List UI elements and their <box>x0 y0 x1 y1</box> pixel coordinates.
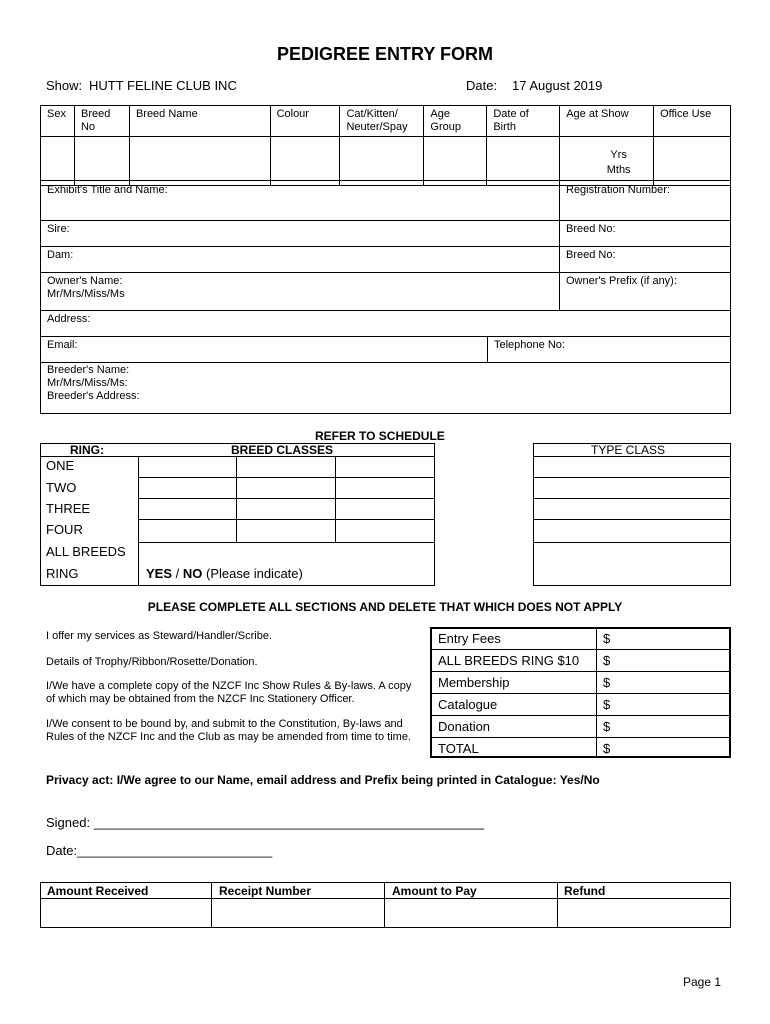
registration-number-label: Registration Number: <box>566 184 670 196</box>
date-label: Date: <box>466 78 498 93</box>
cell-sex[interactable] <box>41 137 75 186</box>
ring-table <box>40 443 435 586</box>
ring-one: ONE <box>46 458 75 473</box>
header-colour: Colour <box>270 106 340 137</box>
fee-label-entry: Entry Fees <box>438 631 501 646</box>
mths-label: Mths <box>606 164 631 176</box>
fee-label-all-breeds: ALL BREEDS RING $10 <box>438 653 580 668</box>
header-date-of-birth: Date of Birth <box>487 106 560 137</box>
signed-line[interactable]: Signed: ______________________________________________________ <box>46 815 485 830</box>
ring-header: RING: <box>70 443 104 457</box>
header-refund: Refund <box>564 884 606 898</box>
header-breed-no: Breed No <box>74 106 129 137</box>
ring-four: FOUR <box>46 522 83 537</box>
header-amount-to-pay: Amount to Pay <box>392 884 477 898</box>
sire-breed-no-label: Breed No: <box>566 223 616 235</box>
dam-breed-no-label: Breed No: <box>566 249 616 261</box>
fee-label-total: TOTAL <box>438 741 479 756</box>
rules-statement: I/We have a complete copy of the NZCF Inc Show Rules & By-laws. A copy of which may be obtained from the NZCF Inc Stationery Officer. <box>46 680 412 705</box>
date-line[interactable]: Date:___________________________ <box>46 843 273 858</box>
consent-statement: I/We consent to be bound by, and submit to the Constitution, By-laws and Rules of the NZCF Inc and the Club as may be amended from time to time. <box>46 718 411 743</box>
fee-amount-total[interactable]: $ <box>603 741 611 756</box>
date-value: 17 August 2019 <box>512 78 603 93</box>
exhibit-title-label: Exhibit's Title and Name: <box>47 184 168 196</box>
header-breed-name: Breed Name <box>129 106 270 137</box>
details-block <box>40 180 731 414</box>
cell-age-at-show[interactable] <box>560 137 654 186</box>
fee-amount-catalogue[interactable]: $ <box>603 697 611 712</box>
no-option[interactable]: NO <box>182 566 203 581</box>
sire-label: Sire: <box>47 223 70 235</box>
yrs-label: Yrs <box>610 149 627 161</box>
header-age-group: Age Group <box>424 106 487 137</box>
yes-no-indicate[interactable] <box>146 566 303 581</box>
fee-amount-entry[interactable]: $ <box>603 631 611 646</box>
owners-prefix-label: Owner's Prefix (if any): <box>566 275 677 287</box>
ring-two: TWO <box>46 480 77 495</box>
address-label: Address: <box>47 313 91 325</box>
fee-amount-all-breeds[interactable]: $ <box>603 653 611 668</box>
fee-label-membership: Membership <box>438 675 510 690</box>
owners-title-label: Mr/Mrs/Miss/Ms <box>47 288 125 300</box>
type-class-header: TYPE CLASS <box>591 443 666 457</box>
cell-age-group[interactable] <box>424 137 487 186</box>
page-number: Page 1 <box>683 975 722 989</box>
complete-notice: PLEASE COMPLETE ALL SECTIONS AND DELETE THAT WHICH DOES NOT APPLY <box>147 600 623 614</box>
cell-cat-kitten[interactable] <box>340 137 424 186</box>
fee-amount-membership[interactable]: $ <box>603 675 611 690</box>
cell-date-of-birth[interactable] <box>487 137 560 186</box>
owners-name-label: Owner's Name: <box>47 275 123 287</box>
fee-amount-donation[interactable]: $ <box>603 719 611 734</box>
please-indicate: (Please indicate) <box>206 566 303 581</box>
ring-all-breeds: ALL BREEDS <box>46 544 126 559</box>
privacy-act: Privacy act: I/We agree to our Name, email address and Prefix being printed in Catalogue: Yes/No <box>46 773 600 787</box>
entry-table <box>40 105 731 186</box>
cell-colour[interactable] <box>270 137 340 186</box>
show-value: HUTT FELINE CLUB INC <box>89 78 237 93</box>
header-receipt-number: Receipt Number <box>219 884 312 898</box>
steward-statement: I offer my services as Steward/Handler/Scribe. <box>46 630 272 642</box>
fee-label-catalogue: Catalogue <box>438 697 498 712</box>
cell-breed-no[interactable] <box>74 137 129 186</box>
type-class-table <box>533 443 731 586</box>
telephone-label: Telephone No: <box>494 339 565 351</box>
header-office-use: Office Use <box>654 106 731 137</box>
email-label: Email: <box>47 339 78 351</box>
breeders-title-label: Mr/Mrs/Miss/Ms: <box>47 377 128 389</box>
breed-classes-header: BREED CLASSES <box>231 443 334 457</box>
yes-option[interactable]: YES <box>146 566 173 581</box>
breeders-address-label: Breeder's Address: <box>47 390 140 402</box>
show-label: Show: <box>46 78 83 93</box>
header-amount-received: Amount Received <box>47 884 149 898</box>
refer-to-schedule: REFER TO SCHEDULE <box>315 429 445 443</box>
breeders-name-label: Breeder's Name: <box>47 364 130 376</box>
header-age-at-show: Age at Show <box>560 106 654 137</box>
trophy-statement: Details of Trophy/Ribbon/Rosette/Donation. <box>46 656 258 668</box>
yes-no-slash: / <box>175 566 180 581</box>
cell-breed-name[interactable] <box>129 137 270 186</box>
ring-ring: RING <box>46 566 79 581</box>
ring-three: THREE <box>46 501 91 516</box>
fee-label-donation: Donation <box>438 719 491 734</box>
page-title: PEDIGREE ENTRY FORM <box>276 44 494 64</box>
cell-office-use <box>654 137 731 186</box>
dam-label: Dam: <box>47 249 74 261</box>
header-sex: Sex <box>41 106 75 137</box>
header-cat-kitten: Cat/Kitten/ Neuter/Spay <box>340 106 424 137</box>
